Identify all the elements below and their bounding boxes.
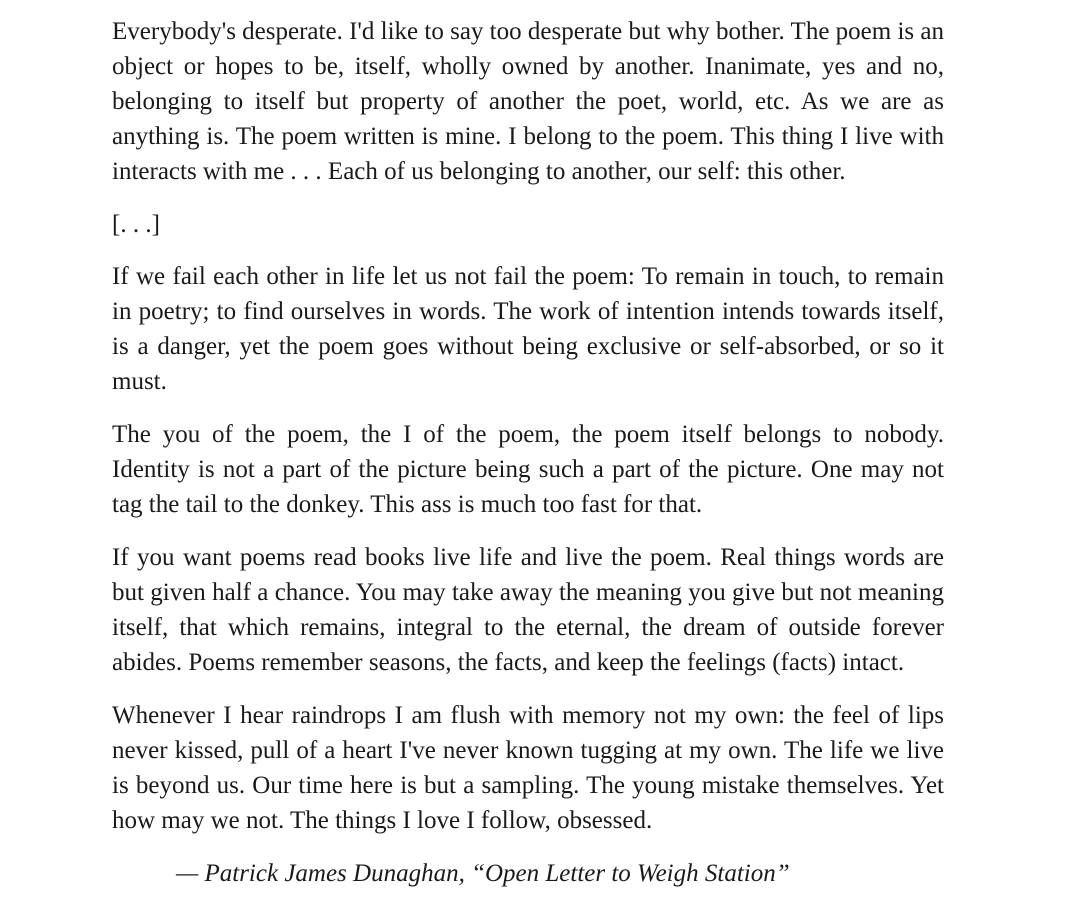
quote-paragraph-5: Whenever I hear raindrops I am flush with memory not my own: the feel of lips never kissed, pull of a heart I've never known tugging at my own. The life we live is beyond us. Our time here is but a sampling. The young mistake themselves. Yet how may we not. The things I love I follow, obsessed. [112, 702, 944, 834]
quote-attribution: — Patrick James Dunaghan, “Open Letter to Weigh Station” [176, 860, 790, 887]
quote-paragraph-1: Everybody's desperate. I'd like to say too desperate but why bother. The poem is an object or hopes to be, itself, wholly owned by another. Inanimate, yes and no, belonging to itself but property of another the poet, world, etc. As we are as anything is. The poem written is mine. I belong to the poem. This thing I live with interacts with me . . . Each of us belonging to another, our self: this other. [112, 18, 944, 185]
quote-paragraph-2: If we fail each other in life let us not fail the poem: To remain in touch, to remain in poetry; to find ourselves in words. The work of intention intends towards itself, is a danger, yet the poem goes without being exclusive or self-absorbed, or so it must. [112, 263, 944, 395]
quote-paragraph-4: If you want poems read books live life and live the poem. Real things words are but given half a chance. You may take away the meaning you give but not meaning itself, that which remains, integral to the eternal, the dream of outside forever abides. Poems remember seasons, the facts, and keep the feelings (facts) intact. [112, 544, 944, 676]
quote-paragraph-3: The you of the poem, the I of the poem, the poem itself belongs to nobody. Identity is not a part of the picture being such a part of the picture. One may not tag the tail to the donkey. This ass is much too fast for that. [112, 421, 944, 518]
quote-block [112, 14, 944, 892]
quote-ellipsis: [. . .] [112, 211, 160, 238]
